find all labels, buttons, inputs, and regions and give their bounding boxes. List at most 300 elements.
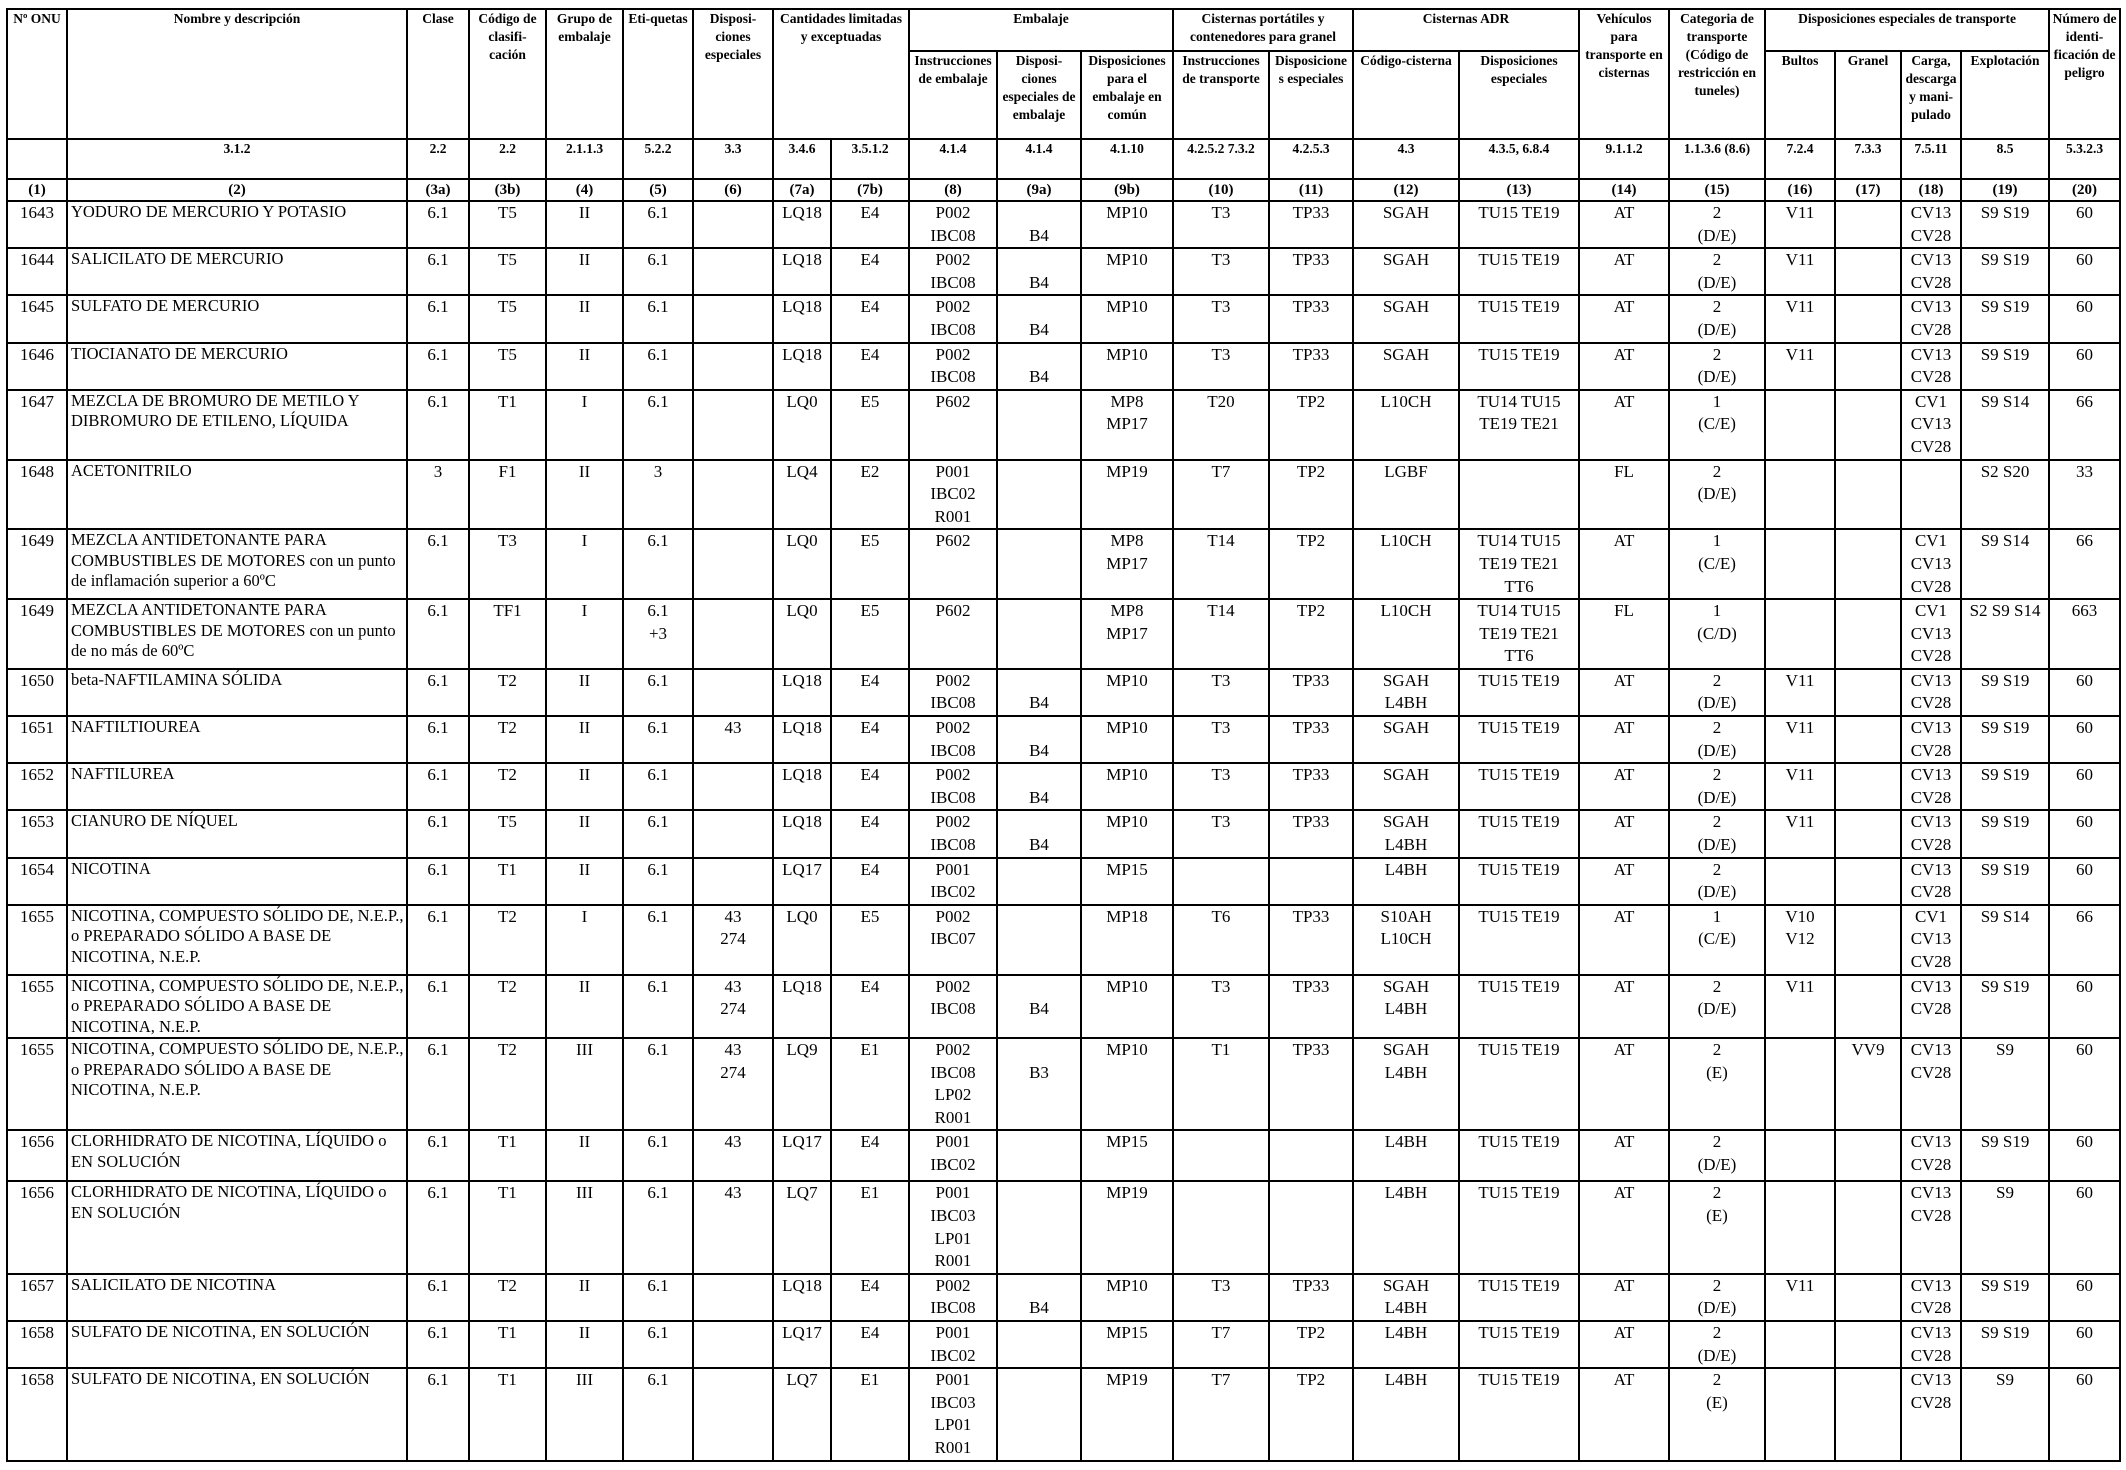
cell-adr-tank-provisions: TU15 TE19 [1459, 1368, 1579, 1460]
cell-excepted-quantity: E4 [831, 716, 909, 763]
cell-un-number: 1647 [7, 390, 67, 460]
cell-adr-tank-provisions: TU15 TE19 [1459, 1181, 1579, 1273]
header-tank-provisions: Disposicione s especiales [1269, 51, 1353, 139]
cell-un-number: 1645 [7, 295, 67, 342]
cell-tank-provisions: TP2 [1269, 390, 1353, 460]
cell-transport-category: 2 (E) [1669, 1038, 1765, 1130]
cell-packages [1765, 1321, 1835, 1368]
cell-special-provisions [693, 1321, 773, 1368]
cell-excepted-quantity: E1 [831, 1368, 909, 1460]
cell-packages: V11 [1765, 1274, 1835, 1321]
cell-excepted-quantity: E4 [831, 343, 909, 390]
cell-excepted-quantity: E4 [831, 669, 909, 716]
cell-transport-category: 1 (C/E) [1669, 529, 1765, 599]
column-number: (6) [693, 179, 773, 201]
cell-transport-category: 2 (D/E) [1669, 248, 1765, 295]
column-number: (16) [1765, 179, 1835, 201]
cell-hazard-number: 60 [2049, 295, 2120, 342]
cell-tank-provisions: TP33 [1269, 295, 1353, 342]
cell-loading: CV13 CV28 [1901, 1130, 1961, 1181]
table-row [7, 599, 2120, 669]
cell-loading: CV13 CV28 [1901, 810, 1961, 857]
ref-c18: 7.5.11 [1901, 139, 1961, 179]
ref-c20: 5.3.2.3 [2049, 139, 2120, 179]
ref-c11: 4.2.5.3 [1269, 139, 1353, 179]
cell-classification-code: T1 [469, 1321, 546, 1368]
cell-transport-category: 1 (C/D) [1669, 599, 1765, 669]
cell-name: NICOTINA, COMPUESTO SÓLIDO DE, N.E.P., o PREPARADO SÓLIDO A BASE DE NICOTINA, N.E.P. [67, 1038, 407, 1130]
cell-labels: 6.1 [623, 975, 693, 1039]
cell-adr-tank-provisions: TU15 TE19 [1459, 810, 1579, 857]
cell-tank-code: SGAH L4BH [1353, 975, 1459, 1039]
cell-tank-instructions: T14 [1173, 529, 1269, 599]
cell-packing-group: II [546, 858, 623, 905]
column-number: (14) [1579, 179, 1669, 201]
cell-transport-category: 2 (D/E) [1669, 716, 1765, 763]
cell-un-number: 1655 [7, 975, 67, 1039]
cell-name: CIANURO DE NÍQUEL [67, 810, 407, 857]
cell-tank-code: L10CH [1353, 599, 1459, 669]
cell-packing-group: I [546, 905, 623, 975]
cell-packages [1765, 529, 1835, 599]
cell-name: NICOTINA, COMPUESTO SÓLIDO DE, N.E.P., o PREPARADO SÓLIDO A BASE DE NICOTINA, N.E.P. [67, 905, 407, 975]
cell-limited-quantity: LQ0 [773, 905, 831, 975]
cell-class: 6.1 [407, 529, 469, 599]
cell-special-provisions [693, 1274, 773, 1321]
header-transport-category: Categoria de transporte (Código de restricción en tuneles) [1669, 9, 1765, 139]
ref-c5: 5.2.2 [623, 139, 693, 179]
cell-class: 6.1 [407, 295, 469, 342]
cell-bulk [1835, 669, 1901, 716]
cell-loading: CV13 CV28 [1901, 248, 1961, 295]
cell-limited-quantity: LQ17 [773, 858, 831, 905]
cell-packing-instructions: P002 IBC08 [909, 716, 997, 763]
table-header [7, 9, 2120, 201]
cell-un-number: 1650 [7, 669, 67, 716]
cell-packages: V11 [1765, 295, 1835, 342]
cell-class: 6.1 [407, 1368, 469, 1460]
cell-operation: S9 S19 [1961, 975, 2049, 1039]
cell-classification-code: TF1 [469, 599, 546, 669]
cell-packing-provisions [997, 390, 1081, 460]
cell-hazard-number: 60 [2049, 716, 2120, 763]
cell-tank-code: SGAH L4BH [1353, 1274, 1459, 1321]
table-body [7, 201, 2120, 1461]
cell-adr-tank-provisions: TU15 TE19 [1459, 975, 1579, 1039]
cell-packing-group: II [546, 669, 623, 716]
column-number: (11) [1269, 179, 1353, 201]
cell-limited-quantity: LQ18 [773, 716, 831, 763]
cell-tank-provisions: TP33 [1269, 201, 1353, 248]
cell-tank-vehicle: AT [1579, 905, 1669, 975]
cell-packages [1765, 390, 1835, 460]
cell-labels: 3 [623, 460, 693, 530]
cell-special-provisions [693, 529, 773, 599]
cell-tank-code: L4BH [1353, 1368, 1459, 1460]
cell-name: NICOTINA, COMPUESTO SÓLIDO DE, N.E.P., o PREPARADO SÓLIDO A BASE DE NICOTINA, N.E.P. [67, 975, 407, 1039]
cell-class: 6.1 [407, 858, 469, 905]
cell-mixed-packing: MP8 MP17 [1081, 599, 1173, 669]
cell-hazard-number: 60 [2049, 858, 2120, 905]
cell-mixed-packing: MP10 [1081, 248, 1173, 295]
ref-c8: 4.1.4 [909, 139, 997, 179]
cell-tank-vehicle: AT [1579, 669, 1669, 716]
cell-excepted-quantity: E4 [831, 858, 909, 905]
cell-name: NICOTINA [67, 858, 407, 905]
cell-packages: V11 [1765, 810, 1835, 857]
cell-adr-tank-provisions: TU15 TE19 [1459, 716, 1579, 763]
table-row [7, 390, 2120, 460]
cell-tank-provisions: TP2 [1269, 529, 1353, 599]
cell-tank-provisions [1269, 1181, 1353, 1273]
column-number: (12) [1353, 179, 1459, 201]
cell-packages: V11 [1765, 248, 1835, 295]
cell-special-provisions [693, 295, 773, 342]
ref-c7b: 3.5.1.2 [831, 139, 909, 179]
cell-packing-instructions: P001 IBC02 [909, 858, 997, 905]
header-hazard-number: Número de identi-ficación de peligro [2049, 9, 2120, 139]
cell-packing-provisions [997, 460, 1081, 530]
table-row [7, 201, 2120, 248]
cell-bulk [1835, 1130, 1901, 1181]
cell-classification-code: T2 [469, 905, 546, 975]
cell-hazard-number: 33 [2049, 460, 2120, 530]
header-class: Clase [407, 9, 469, 139]
cell-classification-code: T5 [469, 248, 546, 295]
cell-special-provisions [693, 201, 773, 248]
cell-operation: S9 S19 [1961, 1274, 2049, 1321]
header-name: Nombre y descripción [67, 9, 407, 139]
cell-packing-group: I [546, 529, 623, 599]
cell-loading: CV1 CV13 CV28 [1901, 390, 1961, 460]
cell-labels: 6.1 [623, 529, 693, 599]
cell-limited-quantity: LQ18 [773, 669, 831, 716]
cell-special-provisions: 43 [693, 1130, 773, 1181]
cell-tank-vehicle: AT [1579, 1321, 1669, 1368]
cell-packing-provisions: B4 [997, 1274, 1081, 1321]
cell-classification-code: T2 [469, 716, 546, 763]
cell-packing-instructions: P001 IBC03 LP01 R001 [909, 1181, 997, 1273]
cell-mixed-packing: MP15 [1081, 1321, 1173, 1368]
cell-class: 6.1 [407, 975, 469, 1039]
cell-name: SALICILATO DE MERCURIO [67, 248, 407, 295]
cell-tank-instructions [1173, 1181, 1269, 1273]
ref-c14: 9.1.1.2 [1579, 139, 1669, 179]
cell-un-number: 1656 [7, 1181, 67, 1273]
cell-tank-vehicle: AT [1579, 1274, 1669, 1321]
cell-packing-instructions: P002 IBC08 [909, 1274, 997, 1321]
cell-packing-provisions [997, 1321, 1081, 1368]
table-row [7, 669, 2120, 716]
cell-name: beta-NAFTILAMINA SÓLIDA [67, 669, 407, 716]
cell-tank-vehicle: AT [1579, 295, 1669, 342]
cell-packages: V11 [1765, 716, 1835, 763]
cell-packing-group: III [546, 1038, 623, 1130]
cell-excepted-quantity: E4 [831, 1130, 909, 1181]
cell-loading: CV13 CV28 [1901, 1274, 1961, 1321]
cell-bulk [1835, 858, 1901, 905]
header-reference-row [7, 139, 2120, 179]
cell-class: 6.1 [407, 669, 469, 716]
cell-bulk [1835, 763, 1901, 810]
cell-hazard-number: 60 [2049, 1130, 2120, 1181]
cell-packages [1765, 599, 1835, 669]
column-number: (7a) [773, 179, 831, 201]
cell-tank-code: L4BH [1353, 858, 1459, 905]
cell-packing-provisions: B4 [997, 716, 1081, 763]
cell-packing-group: II [546, 460, 623, 530]
cell-operation: S9 S19 [1961, 763, 2049, 810]
column-number: (7b) [831, 179, 909, 201]
column-number: (1) [7, 179, 67, 201]
cell-bulk [1835, 1274, 1901, 1321]
cell-tank-vehicle: AT [1579, 343, 1669, 390]
cell-hazard-number: 66 [2049, 905, 2120, 975]
cell-classification-code: T3 [469, 529, 546, 599]
cell-tank-provisions: TP2 [1269, 599, 1353, 669]
cell-tank-instructions: T14 [1173, 599, 1269, 669]
cell-classification-code: T1 [469, 390, 546, 460]
table-row [7, 460, 2120, 530]
cell-packing-provisions: B4 [997, 810, 1081, 857]
cell-mixed-packing: MP10 [1081, 763, 1173, 810]
cell-tank-provisions: TP33 [1269, 1274, 1353, 1321]
ref-c9a: 4.1.4 [997, 139, 1081, 179]
cell-tank-provisions [1269, 1130, 1353, 1181]
ref-c6: 3.3 [693, 139, 773, 179]
cell-bulk [1835, 599, 1901, 669]
cell-excepted-quantity: E4 [831, 248, 909, 295]
cell-excepted-quantity: E4 [831, 810, 909, 857]
cell-loading: CV1 CV13 CV28 [1901, 905, 1961, 975]
cell-special-provisions [693, 810, 773, 857]
cell-packing-instructions: P002 IBC08 [909, 763, 997, 810]
cell-packing-provisions [997, 1368, 1081, 1460]
cell-class: 6.1 [407, 1130, 469, 1181]
cell-special-provisions [693, 460, 773, 530]
cell-tank-code: SGAH L4BH [1353, 1038, 1459, 1130]
cell-packing-group: II [546, 248, 623, 295]
cell-limited-quantity: LQ7 [773, 1181, 831, 1273]
cell-packing-provisions [997, 599, 1081, 669]
cell-operation: S9 S19 [1961, 669, 2049, 716]
cell-un-number: 1644 [7, 248, 67, 295]
cell-packing-group: II [546, 1274, 623, 1321]
header-tank-instructions: Instrucciones de transporte [1173, 51, 1269, 139]
cell-mixed-packing: MP10 [1081, 343, 1173, 390]
cell-name: MEZCLA ANTIDETONANTE PARA COMBUSTIBLES DE MOTORES con un punto de inflamación superior a 60ºC [67, 529, 407, 599]
cell-tank-vehicle: AT [1579, 248, 1669, 295]
cell-classification-code: T2 [469, 975, 546, 1039]
cell-un-number: 1643 [7, 201, 67, 248]
cell-class: 6.1 [407, 716, 469, 763]
cell-tank-code: SGAH L4BH [1353, 810, 1459, 857]
cell-bulk [1835, 1181, 1901, 1273]
column-number: (18) [1901, 179, 1961, 201]
cell-labels: 6.1 [623, 1038, 693, 1130]
cell-bulk [1835, 975, 1901, 1039]
cell-excepted-quantity: E4 [831, 1321, 909, 1368]
cell-tank-code: L10CH [1353, 529, 1459, 599]
cell-loading: CV13 CV28 [1901, 1368, 1961, 1460]
cell-packing-instructions: P001 IBC02 [909, 1321, 997, 1368]
cell-class: 6.1 [407, 248, 469, 295]
cell-bulk: VV9 [1835, 1038, 1901, 1130]
cell-classification-code: T5 [469, 295, 546, 342]
cell-classification-code: T1 [469, 1181, 546, 1273]
column-number: (3b) [469, 179, 546, 201]
cell-transport-category: 2 (D/E) [1669, 810, 1765, 857]
table-row [7, 1130, 2120, 1181]
header-packaging-group: Embalaje [909, 9, 1173, 51]
header-mixed-packing: Disposiciones para el embalaje en común [1081, 51, 1173, 139]
column-number: (17) [1835, 179, 1901, 201]
cell-adr-tank-provisions: TU15 TE19 [1459, 295, 1579, 342]
cell-labels: 6.1 [623, 810, 693, 857]
cell-operation: S2 S9 S14 [1961, 599, 2049, 669]
cell-name: ACETONITRILO [67, 460, 407, 530]
cell-name: SALICILATO DE NICOTINA [67, 1274, 407, 1321]
cell-class: 6.1 [407, 1181, 469, 1273]
header-bulk: Granel [1835, 51, 1901, 139]
cell-tank-code: SGAH [1353, 716, 1459, 763]
cell-limited-quantity: LQ17 [773, 1321, 831, 1368]
cell-tank-instructions: T3 [1173, 343, 1269, 390]
ref-c7a: 3.4.6 [773, 139, 831, 179]
cell-hazard-number: 60 [2049, 201, 2120, 248]
table-row [7, 529, 2120, 599]
cell-tank-vehicle: FL [1579, 460, 1669, 530]
cell-tank-code: SGAH [1353, 763, 1459, 810]
cell-operation: S9 S19 [1961, 810, 2049, 857]
cell-tank-instructions: T3 [1173, 295, 1269, 342]
cell-tank-code: SGAH [1353, 248, 1459, 295]
cell-adr-tank-provisions: TU15 TE19 [1459, 201, 1579, 248]
cell-packages [1765, 1368, 1835, 1460]
cell-tank-provisions: TP33 [1269, 763, 1353, 810]
cell-packing-group: II [546, 201, 623, 248]
column-number: (19) [1961, 179, 2049, 201]
cell-mixed-packing: MP19 [1081, 460, 1173, 530]
cell-packing-group: II [546, 810, 623, 857]
cell-bulk [1835, 201, 1901, 248]
cell-loading: CV13 CV28 [1901, 975, 1961, 1039]
cell-adr-tank-provisions: TU15 TE19 [1459, 763, 1579, 810]
cell-bulk [1835, 529, 1901, 599]
cell-special-provisions [693, 1368, 773, 1460]
cell-packages: V11 [1765, 763, 1835, 810]
cell-operation: S9 S14 [1961, 905, 2049, 975]
cell-packages: V11 [1765, 669, 1835, 716]
cell-tank-instructions: T3 [1173, 716, 1269, 763]
cell-adr-tank-provisions: TU14 TU15 TE19 TE21 TT6 [1459, 599, 1579, 669]
cell-packages [1765, 1181, 1835, 1273]
cell-packing-provisions: B3 [997, 1038, 1081, 1130]
cell-excepted-quantity: E1 [831, 1038, 909, 1130]
cell-transport-category: 2 (D/E) [1669, 763, 1765, 810]
cell-un-number: 1656 [7, 1130, 67, 1181]
cell-special-provisions: 43 274 [693, 975, 773, 1039]
cell-tank-vehicle: AT [1579, 810, 1669, 857]
cell-operation: S9 S14 [1961, 529, 2049, 599]
cell-name: MEZCLA ANTIDETONANTE PARA COMBUSTIBLES DE MOTORES con un punto de no más de 60ºC [67, 599, 407, 669]
table-row [7, 810, 2120, 857]
cell-packing-group: II [546, 295, 623, 342]
cell-tank-code: SGAH [1353, 295, 1459, 342]
header-packing-provisions: Disposi-ciones especiales de embalaje [997, 51, 1081, 139]
cell-transport-category: 2 (D/E) [1669, 1274, 1765, 1321]
cell-transport-category: 2 (D/E) [1669, 1130, 1765, 1181]
cell-adr-tank-provisions: TU15 TE19 [1459, 858, 1579, 905]
cell-tank-instructions: T7 [1173, 1321, 1269, 1368]
cell-limited-quantity: LQ0 [773, 529, 831, 599]
cell-special-provisions [693, 390, 773, 460]
cell-tank-provisions: TP33 [1269, 975, 1353, 1039]
header-packages: Bultos [1765, 51, 1835, 139]
cell-tank-provisions: TP33 [1269, 810, 1353, 857]
cell-un-number: 1651 [7, 716, 67, 763]
cell-tank-instructions: T7 [1173, 460, 1269, 530]
cell-un-number: 1658 [7, 1321, 67, 1368]
cell-hazard-number: 66 [2049, 529, 2120, 599]
cell-operation: S9 S19 [1961, 248, 2049, 295]
cell-tank-code: L4BH [1353, 1130, 1459, 1181]
cell-packing-provisions [997, 905, 1081, 975]
header-limited-quantities: Cantidades limitadas y exceptuadas [773, 9, 909, 139]
cell-mixed-packing: MP10 [1081, 810, 1173, 857]
cell-class: 6.1 [407, 1274, 469, 1321]
cell-hazard-number: 60 [2049, 248, 2120, 295]
cell-labels: 6.1 [623, 390, 693, 460]
cell-name: CLORHIDRATO DE NICOTINA, LÍQUIDO o EN SOLUCIÓN [67, 1130, 407, 1181]
cell-excepted-quantity: E1 [831, 1181, 909, 1273]
cell-labels: 6.1 [623, 1181, 693, 1273]
table-row [7, 1038, 2120, 1130]
cell-mixed-packing: MP10 [1081, 716, 1173, 763]
ref-c17: 7.3.3 [1835, 139, 1901, 179]
column-number: (5) [623, 179, 693, 201]
header-classification-code: Código de clasifi-cación [469, 9, 546, 139]
table-row [7, 905, 2120, 975]
cell-name: TIOCIANATO DE MERCURIO [67, 343, 407, 390]
cell-labels: 6.1 [623, 343, 693, 390]
table-row [7, 763, 2120, 810]
cell-hazard-number: 60 [2049, 1038, 2120, 1130]
cell-name: YODURO DE MERCURIO Y POTASIO [67, 201, 407, 248]
cell-special-provisions [693, 248, 773, 295]
cell-limited-quantity: LQ18 [773, 343, 831, 390]
table-row [7, 858, 2120, 905]
cell-loading: CV13 CV28 [1901, 343, 1961, 390]
cell-hazard-number: 60 [2049, 1181, 2120, 1273]
cell-tank-instructions [1173, 858, 1269, 905]
cell-labels: 6.1 [623, 1368, 693, 1460]
cell-excepted-quantity: E5 [831, 529, 909, 599]
cell-mixed-packing: MP10 [1081, 1038, 1173, 1130]
cell-hazard-number: 66 [2049, 390, 2120, 460]
cell-class: 3 [407, 460, 469, 530]
cell-limited-quantity: LQ18 [773, 295, 831, 342]
cell-classification-code: T1 [469, 1130, 546, 1181]
cell-class: 6.1 [407, 1321, 469, 1368]
cell-adr-tank-provisions: TU15 TE19 [1459, 905, 1579, 975]
cell-transport-category: 2 (D/E) [1669, 460, 1765, 530]
cell-classification-code: T5 [469, 201, 546, 248]
cell-un-number: 1648 [7, 460, 67, 530]
cell-tank-code: L10CH [1353, 390, 1459, 460]
cell-packing-provisions: B4 [997, 763, 1081, 810]
cell-tank-instructions: T3 [1173, 1274, 1269, 1321]
